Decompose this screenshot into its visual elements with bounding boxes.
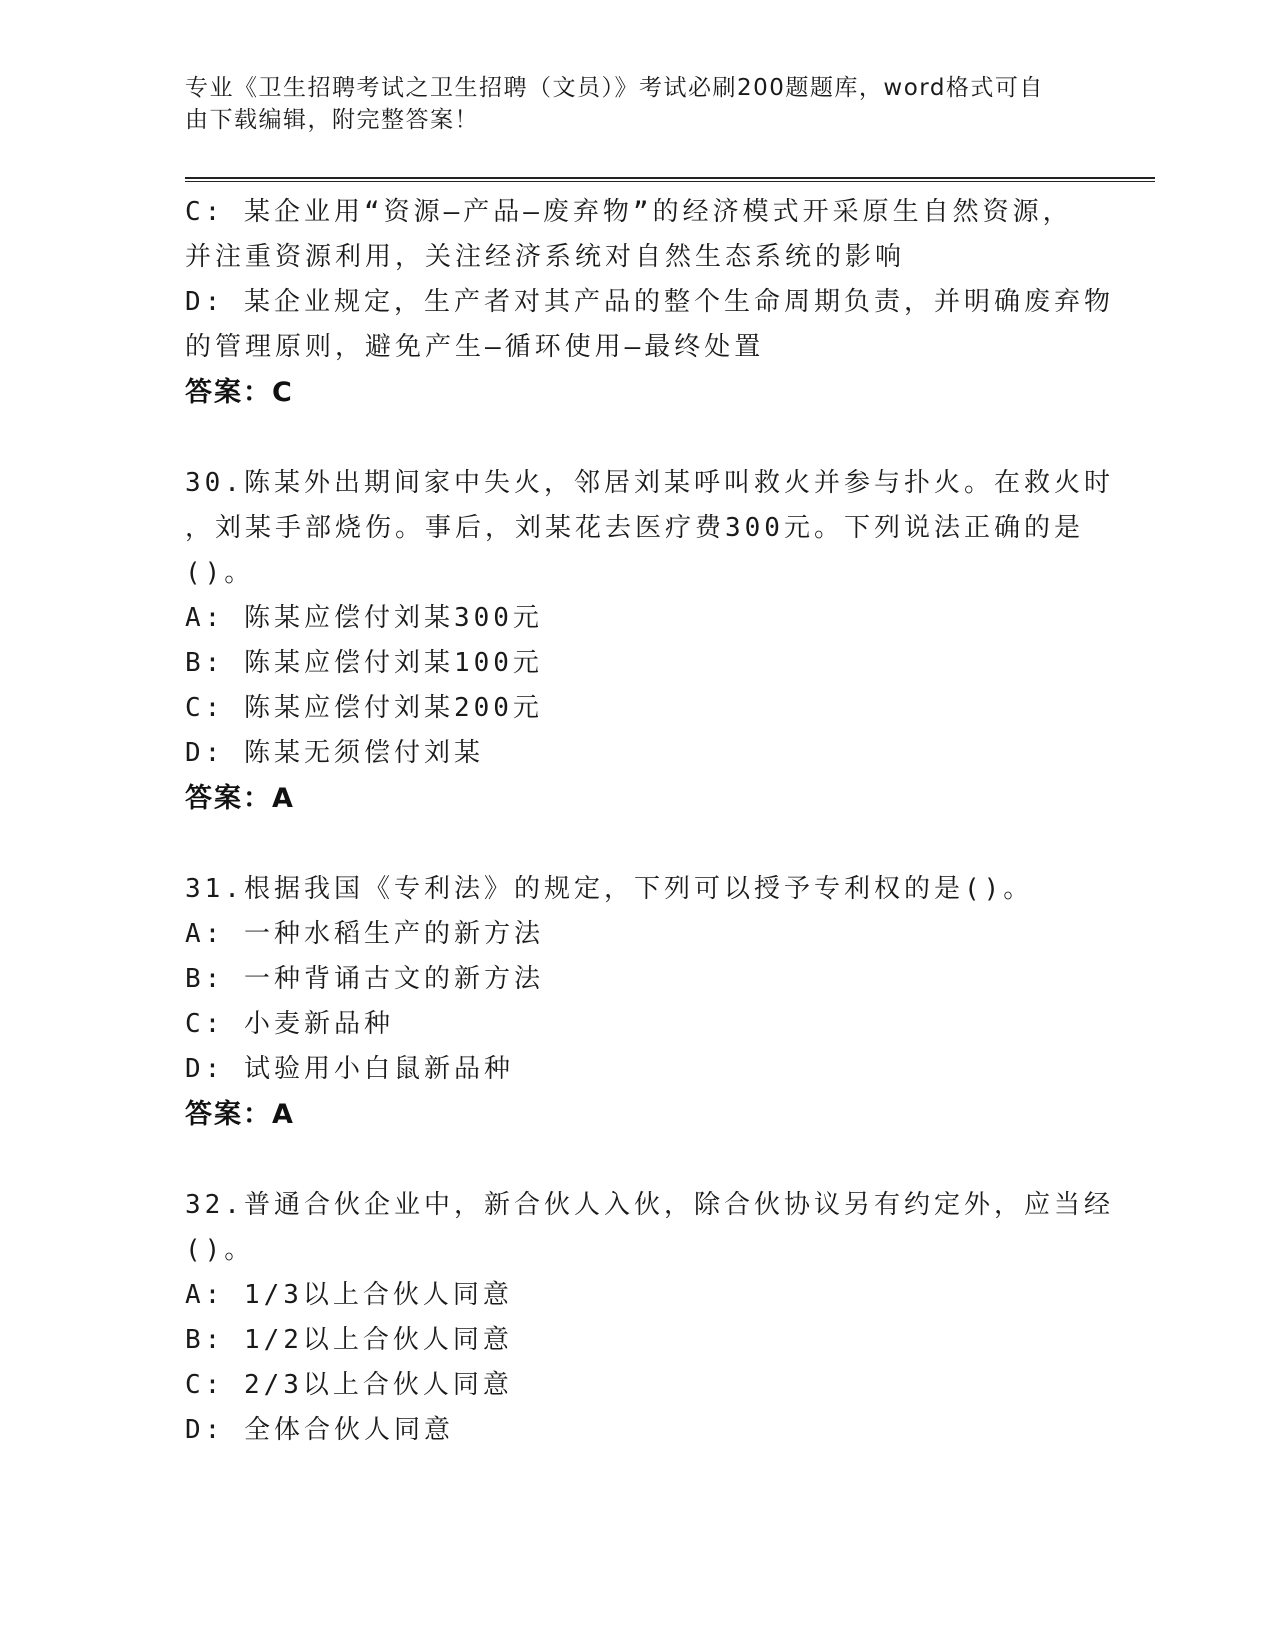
question-stem-line-2: ()。 [185,1235,255,1265]
spacer [185,415,1065,461]
question-stem-line-1: 32.普通合伙企业中，新合伙人入伙，除合伙协议另有约定外，应当经 [185,1190,1114,1220]
spacer [185,821,1065,867]
option-c: C: 陈某应偿付刘某200元 [185,693,543,723]
question-list [185,190,1114,1453]
option-d-line-1: D: 某企业规定，生产者对其产品的整个生命周期负责，并明确废弃物 [185,287,1114,317]
option-c: C: 小麦新品种 [185,1009,394,1039]
spacer [185,1137,1065,1183]
option-b: B: 1/2以上合伙人同意 [185,1325,513,1355]
option-a: A: 1/3以上合伙人同意 [185,1280,513,1310]
header-divider [185,177,1155,182]
option-d: D: 试验用小白鼠新品种 [185,1054,514,1084]
option-d: D: 陈某无须偿付刘某 [185,738,484,768]
question-32 [185,1183,1114,1453]
header-title-line-1: 专业《卫生招聘考试之卫生招聘（文员）》考试必刷200题题库，word格式可自 [185,75,1044,101]
question-stem-line-1: 31.根据我国《专利法》的规定，下列可以授予专利权的是()。 [185,874,1034,904]
header-title-line-2: 由下载编辑，附完整答案！ [185,107,479,133]
option-d-line-2: 的管理原则，避免产生—循环使用—最终处置 [185,332,765,362]
question-stem-line-2: ，刘某手部烧伤。事后，刘某花去医疗费300元。下列说法正确的是 [185,513,1084,543]
document-header [185,72,1065,136]
option-c-line-1: C: 某企业用“资源—产品—废弃物”的经济模式开采原生自然资源， [185,197,1073,227]
option-b: B: 一种背诵古文的新方法 [185,964,544,994]
option-c-line-2: 并注重资源利用，关注经济系统对自然生态系统的影响 [185,242,906,272]
option-a: A: 陈某应偿付刘某300元 [185,603,543,633]
answer-label: 答案：A [185,783,295,814]
question-29-tail [185,190,1114,415]
question-30 [185,461,1114,821]
question-stem-line-1: 30.陈某外出期间家中失火，邻居刘某呼叫救火并参与扑火。在救火时 [185,468,1114,498]
option-a: A: 一种水稻生产的新方法 [185,919,544,949]
option-d: D: 全体合伙人同意 [185,1415,454,1445]
question-31 [185,867,1065,1137]
question-stem-line-3: ()。 [185,558,255,588]
option-b: B: 陈某应偿付刘某100元 [185,648,543,678]
answer-label: 答案：A [185,1099,295,1130]
option-c: C: 2/3以上合伙人同意 [185,1370,513,1400]
answer-label: 答案：C [185,377,294,408]
